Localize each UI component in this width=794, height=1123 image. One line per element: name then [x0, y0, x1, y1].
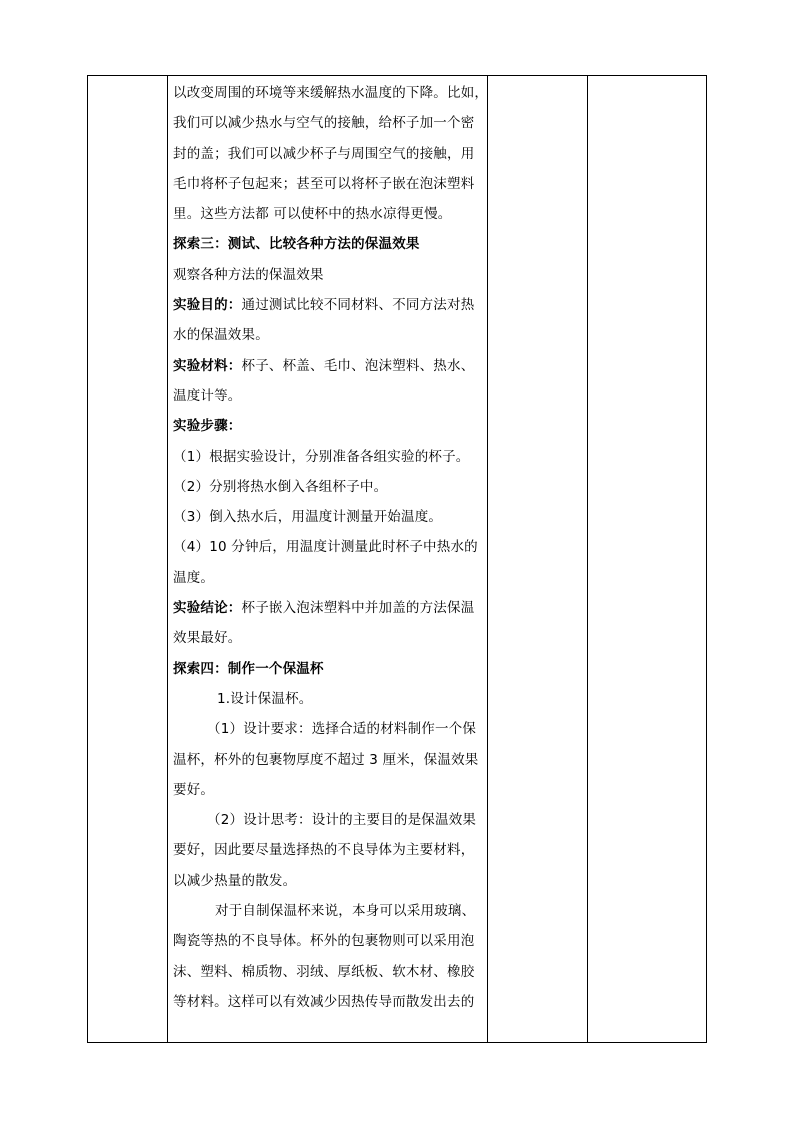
text-line: （4）10 分钟后，用温度计测量此时杯子中热水的: [173, 539, 478, 556]
text-line: 以减少热量的散发。: [173, 872, 297, 889]
section-label: 实验结论：: [173, 600, 242, 617]
lesson-content-cell: [173, 78, 489, 1017]
text-line: 毛巾将杯子包起来；甚至可以将杯子嵌在泡沫塑料: [173, 175, 475, 192]
text-line: 我们可以减少热水与空气的接触，给杯子加一个密: [173, 115, 475, 132]
text-line: 沫、塑料、棉质物、羽绒、厚纸板、软木材、橡胶: [173, 963, 475, 980]
text-line: 里。这些方法都 可以使杯中的热水凉得更慢。: [173, 206, 452, 223]
text-line: 效果最好。: [173, 630, 242, 647]
text-line: 观察各种方法的保温效果: [173, 266, 324, 283]
text-line: 温度计等。: [173, 387, 242, 404]
section-text: 杯子、杯盖、毛巾、泡沫塑料、热水、: [241, 357, 475, 374]
text-line: 实验步骤：: [173, 418, 242, 435]
column-divider-2: [487, 75, 488, 1043]
text-line: 1.设计保温杯。: [217, 690, 313, 707]
section-text: 杯子嵌入泡沫塑料中并加盖的方法保温: [241, 600, 475, 617]
text-line: （1）设计要求：选择合适的材料制作一个保: [207, 721, 477, 738]
column-divider-1: [167, 75, 168, 1043]
text-line: 要好，因此要尽量选择热的不良导体为主要材料，: [173, 842, 475, 859]
text-line: （2）分别将热水倒入各组杯子中。: [173, 478, 388, 495]
text-line: 封的盖；我们可以减少杯子与周围空气的接触，用: [173, 145, 475, 162]
text-line: （3）倒入热水后，用温度计测量开始温度。: [173, 509, 443, 526]
text-line: 等材料。这样可以有效减少因热传导而散发出去的: [173, 993, 475, 1010]
column-divider-3: [587, 75, 588, 1043]
text-line: 探索三：测试、比较各种方法的保温效果: [173, 236, 420, 253]
text-line: [173, 351, 483, 381]
section-text: 通过测试比较不同材料、不同方法对热: [241, 297, 475, 314]
text-line: 水的保温效果。: [173, 327, 269, 344]
text-line: 探索四：制作一个保温杯: [173, 660, 324, 677]
text-line: 温杯，杯外的包裹物厚度不超过 3 厘米，保温效果: [173, 751, 479, 768]
section-label: 实验目的：: [173, 297, 242, 314]
text-line: [173, 593, 483, 623]
section-label: 实验材料：: [173, 357, 242, 374]
text-line: 对于自制保温杯来说，本身可以采用玻璃、: [215, 903, 476, 920]
text-line: 要好。: [173, 781, 215, 798]
text-line: 陶瓷等热的不良导体。杯外的包裹物则可以采用泡: [173, 933, 475, 950]
text-line: （2）设计思考：设计的主要目的是保温效果: [207, 812, 477, 829]
text-line: [173, 290, 483, 320]
text-line: 温度。: [173, 569, 215, 586]
text-line: 以改变周围的环境等来缓解热水温度的下降。比如，: [173, 85, 489, 101]
text-line: （1）根据实验设计，分别准备各组实验的杯子。: [173, 448, 470, 465]
